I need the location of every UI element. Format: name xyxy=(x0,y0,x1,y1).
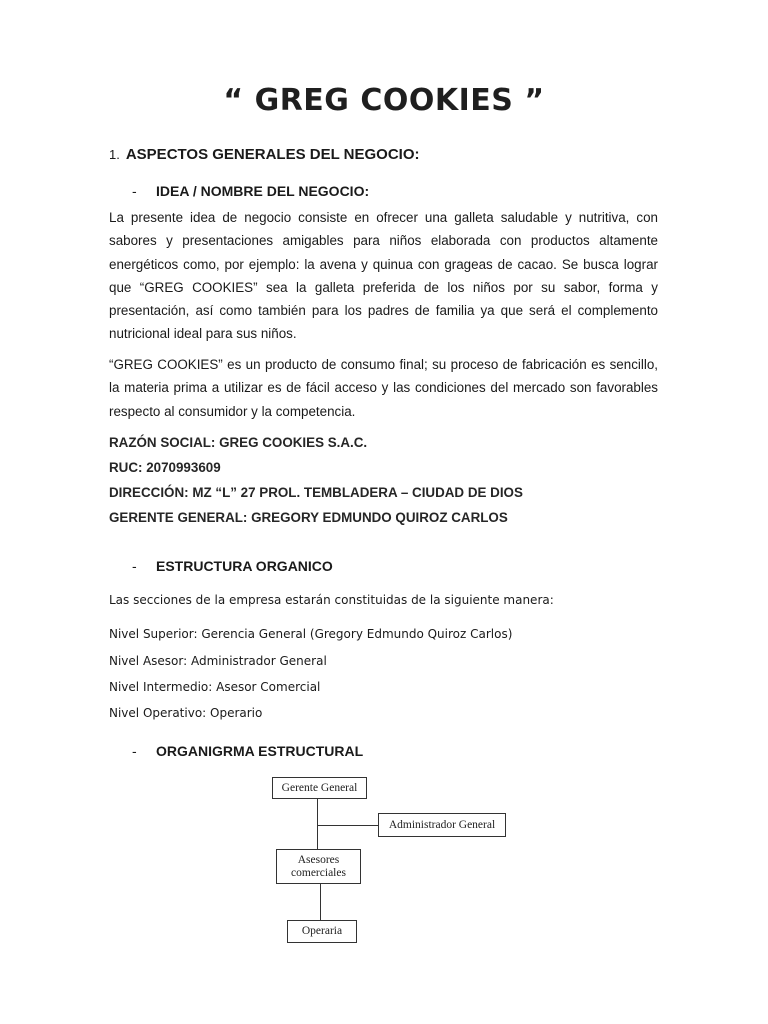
subheading-estructura xyxy=(132,558,333,574)
level-item: Nivel Superior: Gerencia General (Gregory Edmundo Quiroz Carlos) xyxy=(109,627,513,641)
org-box-asesores-line2: comerciales xyxy=(291,866,346,879)
org-connector-vertical-top xyxy=(317,799,318,849)
org-box-administrador-general: Administrador General xyxy=(378,813,506,837)
subheading-idea xyxy=(132,183,369,199)
estructura-intro: Las secciones de la empresa estarán constituidas de la siguiente manera: xyxy=(109,593,554,607)
subheading-idea-text: IDEA / NOMBRE DEL NEGOCIO: xyxy=(156,183,370,199)
ruc: RUC: 2070993609 xyxy=(109,460,221,475)
idea-paragraph-1: La presente idea de negocio consiste en ofrecer una galleta saludable y nutritiva, con sabores y presentaciones amigables para niños elaborada con productos altamente energéticos como, por ejemplo: la avena y quinua con grageas de cacao. Se busca lograr que “GREG COOKIES” sea la galleta preferida de los niños por su sabor, forma y presentación, así como también para los padres de familia ya que será el complemento nutricional ideal para sus niños. xyxy=(109,210,658,342)
org-box-operaria: Operaria xyxy=(287,920,357,943)
org-connector-horizontal xyxy=(317,825,378,826)
org-box-asesores-line1: Asesores xyxy=(297,853,340,866)
razon-social: RAZÓN SOCIAL: GREG COOKIES S.A.C. xyxy=(109,435,368,450)
section-heading-text: ASPECTOS GENERALES DEL NEGOCIO: xyxy=(125,146,420,163)
section-heading-aspectos-generales xyxy=(109,146,420,163)
section-number: 1. xyxy=(109,147,120,162)
gerente-general: GERENTE GENERAL: GREGORY EDMUNDO QUIROZ CARLOS xyxy=(109,510,508,525)
level-item: Nivel Operativo: Operario xyxy=(109,706,263,720)
level-item: Nivel Asesor: Administrador General xyxy=(109,654,327,668)
org-connector-vertical-bottom xyxy=(320,884,321,920)
document-title: “ GREG COOKIES ” xyxy=(223,83,545,118)
idea-paragraph-2: “GREG COOKIES” es un producto de consumo final; su proceso de fabricación es sencillo, la materia prima a utilizar es de fácil acceso y las condiciones del mercado son favorables respecto al consumidor y la competencia. xyxy=(109,357,658,419)
org-box-asesores-comerciales xyxy=(276,849,361,884)
subheading-organigrama-text: ORGANIGRMA ESTRUCTURAL xyxy=(156,743,364,759)
bullet-dash: - xyxy=(132,183,137,199)
org-box-gerente-general: Gerente General xyxy=(272,777,367,799)
bullet-dash: - xyxy=(132,743,137,759)
direccion: DIRECCIÓN: MZ “L” 27 PROL. TEMBLADERA – CIUDAD DE DIOS xyxy=(109,485,523,500)
level-item: Nivel Intermedio: Asesor Comercial xyxy=(109,680,321,694)
bullet-dash: - xyxy=(132,558,137,574)
subheading-estructura-text: ESTRUCTURA ORGANICO xyxy=(156,558,333,574)
subheading-organigrama xyxy=(132,743,363,759)
